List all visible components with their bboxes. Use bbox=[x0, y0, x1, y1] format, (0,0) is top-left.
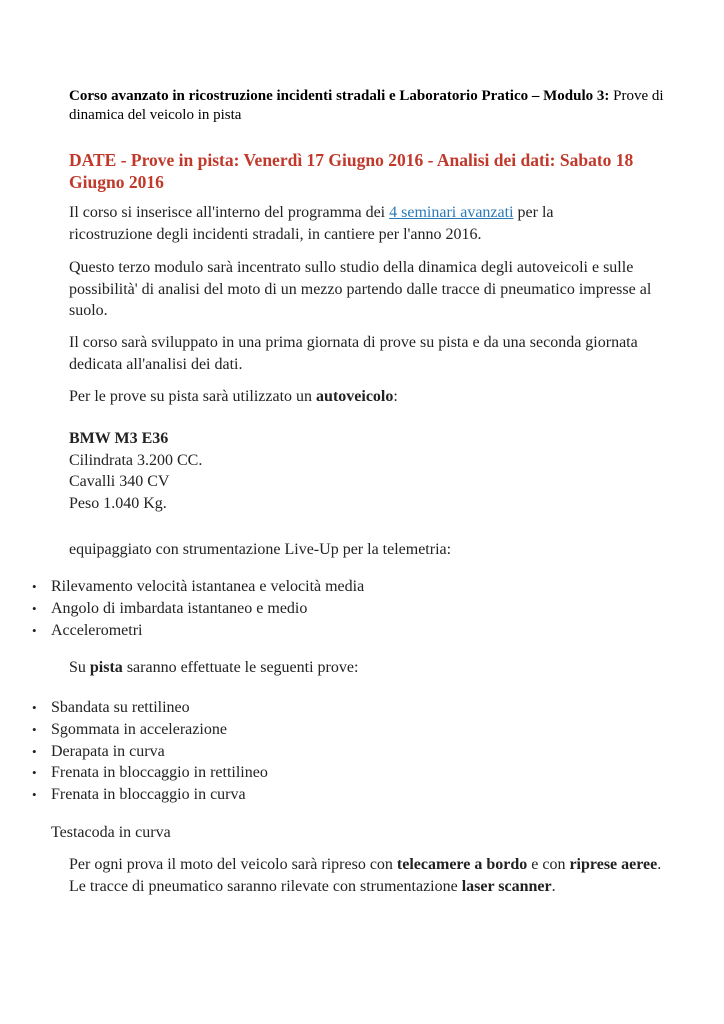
closing-bold-2: riprese aeree bbox=[569, 856, 658, 873]
vehicle-intro-bold: autoveicolo bbox=[316, 388, 394, 405]
closing-text-1: Per ogni prova il moto del veicolo sarà ripreso con bbox=[69, 856, 397, 873]
intro-text-end: per la ricostruzione degli incidenti stradali, in cantiere per l'anno 2016. bbox=[69, 204, 554, 243]
vehicle-specs bbox=[69, 428, 669, 514]
module-description: Questo terzo modulo sarà incentrato sullo studio della dinamica degli autoveicoli e sulle possibilità' di analisi del moto di un mezzo partendo dalle tracce di pneumatico impresse al suolo. bbox=[69, 259, 652, 319]
tests-intro-text: Su bbox=[69, 659, 90, 676]
closing-paragraph bbox=[69, 854, 669, 897]
closing-text-2: e con bbox=[527, 856, 570, 873]
closing-text-4: . bbox=[551, 877, 556, 895]
title-bold: Corso avanzato in ricostruzione incidenti stradali e Laboratorio Pratico – Modulo 3: bbox=[69, 88, 610, 104]
list-item: • Derapata in curva bbox=[0, 741, 268, 763]
tests-intro-bold: pista bbox=[89, 659, 123, 676]
list-item: • Rilevamento velocità istantanea e velocità media bbox=[0, 576, 364, 598]
list-item: • Sbandata su rettilineo bbox=[0, 697, 268, 719]
list-item: • Frenata in bloccaggio in curva bbox=[0, 784, 268, 806]
vehicle-weight: Peso 1.040 Kg. bbox=[69, 494, 167, 512]
tests-intro bbox=[69, 657, 669, 679]
intro-paragraph bbox=[69, 202, 629, 245]
tests-list bbox=[0, 697, 268, 806]
vehicle-model-label: BMW M3 E36 bbox=[69, 430, 169, 447]
vehicle-model bbox=[69, 428, 669, 450]
structure-description: Il corso sarà sviluppato in una prima giornata di prove su pista e da una seconda giornata dedicata all'analisi dei dati. bbox=[69, 334, 638, 373]
last-test: Testacoda in curva bbox=[51, 824, 171, 841]
telemetry-list bbox=[0, 576, 364, 641]
vehicle-intro-colon: : bbox=[393, 388, 398, 405]
list-item: • Frenata in bloccaggio in rettilineo bbox=[0, 762, 268, 784]
vehicle-intro bbox=[69, 386, 669, 408]
vehicle-power: Cavalli 340 CV bbox=[69, 473, 170, 490]
list-item: • Angolo di imbardata istantaneo e medio bbox=[0, 598, 364, 620]
equipment-text: equipaggiato con strumentazione Live-Up per la telemetria: bbox=[69, 541, 452, 558]
list-item: • Sgommata in accelerazione bbox=[0, 719, 268, 741]
list-item: • Accelerometri bbox=[0, 620, 364, 642]
vehicle-displacement: Cilindrata 3.200 CC. bbox=[69, 451, 203, 469]
title-rest: Prove di dinamica del veicolo in pista bbox=[69, 88, 664, 123]
closing-bold-1: telecamere a bordo bbox=[396, 856, 528, 873]
tests-intro-rest: saranno effettuate le seguenti prove: bbox=[122, 659, 359, 676]
intro-text-start: Il corso si inserisce all'interno del programma dei bbox=[69, 204, 390, 221]
seminari-link[interactable]: 4 seminari avanzati bbox=[389, 204, 514, 221]
closing-text-3: . Le tracce di pneumatico saranno rilevate con strumentazione bbox=[69, 856, 662, 895]
dates-heading: DATE - Prove in pista: Venerdì 17 Giugno 2016 - Analisi dei dati: Sabato 18 Giugno 2016 bbox=[69, 150, 634, 192]
vehicle-intro-text: Per le prove su pista sarà utilizzato un bbox=[69, 388, 317, 405]
closing-bold-3: laser scanner bbox=[461, 877, 552, 895]
page-title bbox=[69, 87, 669, 125]
